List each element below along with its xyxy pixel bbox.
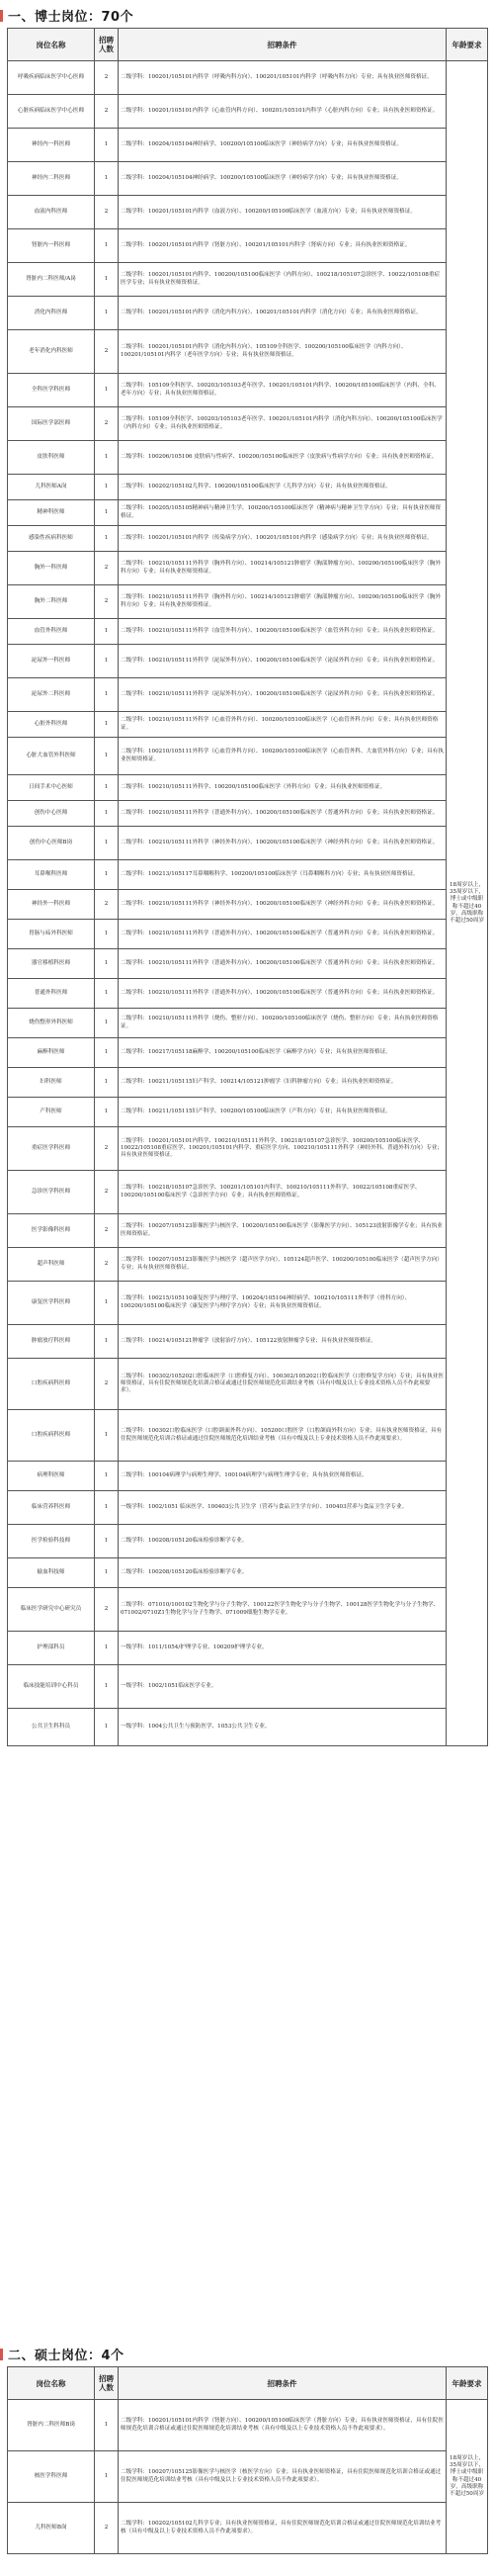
recruit-conditions: 二级学科：100201/105101内科学（肾脏方向）、100200/105100临床医学（肾脏方向）专业；具有执业医师资格证，具有住院医师规范化培训合格证或通过住院医师规范化培训结业考核（具有中级及以上专业技术资格人员不作此项要求）。: [119, 2400, 447, 2451]
position-name: 重症医学科医师: [8, 1127, 95, 1171]
position-name: 器官移植科医师: [8, 949, 95, 979]
table-row: [8, 1098, 488, 1127]
table-row: [8, 2503, 488, 2554]
table-row: [8, 1709, 488, 1746]
table-row: [8, 585, 488, 619]
recruit-count: 1: [95, 374, 119, 407]
position-name: 普通外科医师: [8, 979, 95, 1009]
recruit-conditions: 二级学科：100207/105123影像医学与核医学、100200/105100临床医学（影像医学方向）、105123放射影像学专业；具有执业医师资格证。: [119, 1214, 447, 1248]
position-name: 日间手术中心医师: [8, 775, 95, 801]
recruit-count: 1: [95, 2451, 119, 2503]
recruit-conditions: 二级学科：071010/100102生物化学与分子生物学、100122医学生物化学与分子生物学、100128医学生物化学与分子生物学、071002/0710Z1生物化学与分子生物学、071009细胞生物学专业。: [119, 1588, 447, 1632]
position-name: 护理部科员: [8, 1632, 95, 1665]
recruit-count: 2: [95, 61, 119, 95]
table-row: [8, 801, 488, 827]
recruit-conditions: 二级学科：100210/105111外科学（神经外科方向）、100200/105100临床医学（神经外科方向）专业；具有执业医师资格证。: [119, 827, 447, 860]
recruit-conditions: 一级学科：1002/1051 临床医学、100403公共卫生学（营养与食品卫生学方向）、100403营养与食品卫生学专业。: [119, 1491, 447, 1525]
position-name: 耳鼻喉科医师: [8, 860, 95, 890]
recruit-count: 1: [95, 1525, 119, 1558]
position-name: 医学检验科技师: [8, 1525, 95, 1558]
master-positions-table: [7, 2366, 488, 2554]
position-name: 创伤中心医师: [8, 801, 95, 827]
position-name: 精神科医师: [8, 500, 95, 526]
section-title-text: 二、硕士岗位：4个: [8, 2349, 124, 2363]
table-row: [8, 2400, 488, 2451]
position-name: 神经内一科医师: [8, 129, 95, 162]
recruit-conditions: 二级学科：100205/105105精神病与精神卫生学、100200/105100临床医学（精神病与精神卫生学方向）专业；具有执业医师资格证。: [119, 500, 447, 526]
recruit-conditions: 二级学科：100210/105111外科学（胸外科方向）、100214/105121肿瘤学（胸部肿瘤方向）、100200/105100临床医学（胸外科方向）专业；具有执业医师资格证。: [119, 585, 447, 619]
recruit-count: 2: [95, 196, 119, 229]
recruit-conditions: 二级学科：100217/105118麻醉学、100200/105100临床医学（麻醉学方向）专业；具有执业医师资格证。: [119, 1038, 447, 1068]
section-title-doctor: [0, 6, 494, 26]
position-name: 麻醉科医师: [8, 1038, 95, 1068]
recruit-conditions: 二级学科：100201/105101内科学（心血管内科方向）、100201/105101内科学（心脏内科方向）专业；具有执业医师资格证。: [119, 95, 447, 129]
position-name: 产科医师: [8, 1098, 95, 1127]
position-name: 妇科医师: [8, 1068, 95, 1098]
age-requirement: 18周岁以上，35周岁以下，博士或中级职称不超过40岁，高级职称不超过50周岁: [447, 2400, 488, 2554]
position-name: 核医学科医师: [8, 2451, 95, 2503]
recruit-count: 1: [95, 775, 119, 801]
recruit-conditions: 二级学科：100214/105121肿瘤学（放射治疗方向）、105122放射肿瘤学专业；具有执业医师资格证。: [119, 1325, 447, 1359]
table-header-row: [8, 2367, 488, 2400]
position-name: 心脏外科医师: [8, 712, 95, 738]
table-row: [8, 1038, 488, 1068]
recruit-count: 1: [95, 619, 119, 645]
recruit-count: 1: [95, 738, 119, 775]
recruit-conditions: 二级学科：100210/105111外科学（心血管外科方向）、100200/105100临床医学（心血管外科、大血管外科方向）专业；具有执业医师资格证。: [119, 738, 447, 775]
recruit-conditions: 二级学科：100211/105115妇产科学、100200/105100临床医学（产科方向）专业；具有执业医师资格证。: [119, 1098, 447, 1127]
header-position: 岗位名称: [8, 29, 95, 61]
header-count: 招聘人数: [95, 2367, 119, 2400]
position-name: 儿科医师B岗: [8, 2503, 95, 2554]
table-row: [8, 1282, 488, 1325]
recruit-count: 1: [95, 678, 119, 712]
table-row: [8, 1068, 488, 1098]
recruit-conditions: 二级学科：100206/105106 皮肤病与性病学、100200/105100临床医学（皮肤病与性病学方向）专业；具有执业医师资格证。: [119, 441, 447, 475]
table-row: [8, 475, 488, 500]
table-row: [8, 1632, 488, 1665]
section-title-text: 一、博士岗位：70个: [8, 10, 134, 25]
recruit-count: 1: [95, 920, 119, 949]
recruit-count: 1: [95, 500, 119, 526]
table-row: [8, 645, 488, 678]
recruit-count: 1: [95, 1068, 119, 1098]
recruit-conditions: 二级学科：100210/105111外科学（普通外科方向）、100200/105100临床医学（普通外科方向）专业；具有执业医师资格证。: [119, 949, 447, 979]
recruit-conditions: 二级学科：100210/105111外科学（血管外科方向）、100200/105100临床医学（血管外科方向）专业；具有执业医师资格证。: [119, 619, 447, 645]
position-name: 呼吸疾病临床医学中心医师: [8, 61, 95, 95]
header-position: 岗位名称: [8, 2367, 95, 2400]
recruit-count: 1: [95, 1632, 119, 1665]
recruit-conditions: 二级学科：100210/105111外科学、100200/105100临床医学（外科方向）专业；具有执业医师资格证。: [119, 775, 447, 801]
table-row: [8, 775, 488, 801]
position-name: 神经外一科医师: [8, 890, 95, 920]
position-name: 儿科医师A岗: [8, 475, 95, 500]
recruit-conditions: 二级学科：100201/105101内科学（肾脏方向）、100201/105101内科学（肾病方向）专业；具有执业医师资格证。: [119, 229, 447, 263]
position-name: 创伤中心医师B岗: [8, 827, 95, 860]
table-row: [8, 920, 488, 949]
position-name: 胸外二科医师: [8, 585, 95, 619]
recruit-conditions: 二级学科：100302/105202口腔临床医学（口腔修复方向）、100302/105202口腔临床医学（口腔修复学方向）专业；具有执业医师资格证，具有住院医师规范化培训合格证或通过住院医师规范化培训结业考核（具有中级及以上专业技术资格人员不作此项要求）。: [119, 1359, 447, 1410]
recruit-count: 1: [95, 1709, 119, 1746]
position-name: 皮肤科医师: [8, 441, 95, 475]
recruit-conditions: 二级学科：100211/105115妇产科学、100214/105121肿瘤学（妇科肿瘤方向）专业；具有执业医师资格证。: [119, 1068, 447, 1098]
section-marker: [0, 10, 3, 22]
recruit-count: 2: [95, 330, 119, 374]
table-row: [8, 526, 488, 552]
table-row: [8, 297, 488, 330]
recruit-count: 1: [95, 860, 119, 890]
recruit-conditions: 二级学科：100215/105110康复医学与理疗学、100204/105104神经病学、100210/105111外科学（骨科方向）、100200/105100临床医学（康复医学与理疗学方向）专业；具有执业医师资格证。: [119, 1282, 447, 1325]
recruit-conditions: 一级学科：1002/1051临床医学专业。: [119, 1665, 447, 1709]
recruit-count: 1: [95, 526, 119, 552]
recruit-count: 2: [95, 1588, 119, 1632]
recruit-conditions: 二级学科：100210/105111外科学（普通外科方向）、100200/105100临床医学（普通外科方向）专业；具有执业医师资格证。: [119, 801, 447, 827]
recruit-count: 1: [95, 801, 119, 827]
table-row: [8, 441, 488, 475]
table-row: [8, 552, 488, 585]
position-name: 肾脏内二科医师/A岗: [8, 263, 95, 297]
table-header-row: [8, 29, 488, 61]
table-row: [8, 979, 488, 1009]
table-row: [8, 1009, 488, 1038]
recruit-conditions: 二级学科：100208/105120临床检验诊断学专业。: [119, 1558, 447, 1588]
table-row: [8, 1525, 488, 1558]
position-name: 全科医学科医师: [8, 374, 95, 407]
recruit-count: 1: [95, 1665, 119, 1709]
recruit-conditions: 二级学科：100208/105120临床检验诊断学专业。: [119, 1525, 447, 1558]
position-name: 烧伤整形外科医师: [8, 1009, 95, 1038]
table-row: [8, 1665, 488, 1709]
section-title-master: [0, 2345, 494, 2364]
table-row: [8, 229, 488, 263]
table-row: [8, 196, 488, 229]
position-name: 临床技能培训中心科员: [8, 1665, 95, 1709]
doctor-positions-table: [7, 28, 488, 1746]
table-row: [8, 678, 488, 712]
position-name: 病理科医师: [8, 1462, 95, 1491]
position-name: 血管外科医师: [8, 619, 95, 645]
header-age: 年龄要求: [447, 29, 488, 61]
recruit-count: 1: [95, 1098, 119, 1127]
recruit-conditions: 二级学科：100210/105111外科学（泌尿外科方向）、100200/105100临床医学（泌尿外科方向）专业；具有执业医师资格证。: [119, 678, 447, 712]
table-row: [8, 330, 488, 374]
recruit-count: 1: [95, 1038, 119, 1068]
table-row: [8, 1491, 488, 1525]
recruit-conditions: 二级学科：100210/105111外科学（心血管外科方向）、100200/105100临床医学（心血管外科方向）专业；具有执业医师资格证。: [119, 712, 447, 738]
table-row: [8, 860, 488, 890]
recruit-count: 2: [95, 890, 119, 920]
recruit-count: 1: [95, 297, 119, 330]
recruit-conditions: 二级学科：100202/105102儿科学、100200/105100临床医学（儿科学方向）专业；具有执业医师资格证。: [119, 475, 447, 500]
recruit-count: 1: [95, 827, 119, 860]
recruit-count: 2: [95, 95, 119, 129]
recruit-conditions: 二级学科：100201/105101内科学、100210/105111外科学、100218/105107急诊医学、100200/105100临床医学、10022/105108重症医学、100201/105101内科学、重症医学方向、100210/105111外科学（神经外科、普通外科方向）专业；具有执业医师资格证。: [119, 1127, 447, 1171]
recruit-conditions: 二级学科：100210/105111外科学（胸外科方向）、100214/105121肿瘤学（胸部肿瘤方向）、100200/105100临床医学（胸外科方向）专业；具有执业医师资格证。: [119, 552, 447, 585]
position-name: 输血科技师: [8, 1558, 95, 1588]
position-name: 超声科医师: [8, 1248, 95, 1282]
section-marker: [0, 2349, 3, 2360]
header-conditions: 招聘条件: [119, 2367, 447, 2400]
recruit-conditions: 二级学科：100213/105117耳鼻咽喉科学、100200/105100临床医学（耳鼻咽喉科方向）专业；具有执业医师资格证。: [119, 860, 447, 890]
table-row: [8, 1127, 488, 1171]
table-row: [8, 1588, 488, 1632]
table-row: [8, 263, 488, 297]
recruit-count: 1: [95, 1558, 119, 1588]
recruit-conditions: 二级学科：100210/105111外科学（普通外科方向）、100200/105100临床医学（普通外科方向）专业；具有执业医师资格证。: [119, 979, 447, 1009]
position-name: 康复医学科医师: [8, 1282, 95, 1325]
table-row: [8, 500, 488, 526]
position-name: 肾脏内二科医师B岗: [8, 2400, 95, 2451]
recruit-count: 2: [95, 2503, 119, 2554]
recruit-conditions: 二级学科：100210/105111外科学（神经外科方向）、100200/105100临床医学（神经外科方向）专业；具有执业医师资格证。: [119, 890, 447, 920]
position-name: 感染性疾病科医师: [8, 526, 95, 552]
table-row: [8, 1359, 488, 1410]
recruit-conditions: 二级学科：100201/105101内科学（呼吸内科方向）、100201/105101内科学（呼吸内科方向）专业；具有执业医师资格证。: [119, 61, 447, 95]
recruit-count: 1: [95, 712, 119, 738]
recruit-count: 1: [95, 129, 119, 162]
position-name: 心脏大血管外科医师: [8, 738, 95, 775]
recruit-conditions: 二级学科：100210/105111外科学（泌尿外科方向）、100200/105100临床医学（泌尿外科方向）专业；具有执业医师资格证。: [119, 645, 447, 678]
recruit-count: 1: [95, 1009, 119, 1038]
recruit-conditions: 二级学科：100202/105102儿科学专业；具有执业医师资格证，具有住院医师规范化培训合格证或通过住院医师规范化培训结业考核（具有中级及以上专业技术资格人员不作此项要求）。: [119, 2503, 447, 2554]
recruit-conditions: 二级学科：100201/105101内科学、100200/105100临床医学（内科方向）、100218/105107急诊医学、10022/105108重症医学专业；具有执业医师资格证。: [119, 263, 447, 297]
position-name: 公共卫生科科员: [8, 1709, 95, 1746]
table-row: [8, 1325, 488, 1359]
position-name: 消化内科医师: [8, 297, 95, 330]
table-row: [8, 827, 488, 860]
age-requirement: 18周岁以上，35周岁以下，博士或中级职称不超过40岁，高级职称不超过50周岁: [447, 61, 488, 1746]
table-row: [8, 949, 488, 979]
position-name: 急诊医学科医师: [8, 1171, 95, 1214]
table-row: [8, 1558, 488, 1588]
table-row: [8, 1410, 488, 1462]
recruit-count: 1: [95, 2400, 119, 2451]
table-row: [8, 619, 488, 645]
recruit-conditions: 二级学科：100204/105104神经病学、100200/105100临床医学（神经病学方向）专业；具有执业医师资格证。: [119, 162, 447, 196]
recruit-count: 2: [95, 1248, 119, 1282]
table-row: [8, 374, 488, 407]
header-conditions: 招聘条件: [119, 29, 447, 61]
recruit-conditions: 二级学科：105109全科医学、100203/105103老年医学、100201/105101内科学（消化内科方向）、100200/105100临床医学（内科方向）专业；具有执业医师资格证。: [119, 407, 447, 441]
recruit-conditions: 二级学科：100207/105123影像医学与核医学（超声医学方向）、105124超声医学、100200/105100临床医学（超声医学方向）专业；具有执业医师资格证。: [119, 1248, 447, 1282]
recruit-conditions: 二级学科：100302口腔临床医学（口腔颌面外科方向）、105200口腔医学（口腔颌面外科方向）专业；具有执业医师资格证，具有住院医师规范化培训合格证或通过住院医师规范化培训结业考核（具有中级及以上专业技术资格人员不作此项要求）。: [119, 1410, 447, 1462]
recruit-count: 2: [95, 1214, 119, 1248]
position-name: 口腔疾病科医师: [8, 1359, 95, 1410]
table-row: [8, 890, 488, 920]
recruit-count: 2: [95, 407, 119, 441]
recruit-count: 2: [95, 1359, 119, 1410]
recruit-count: 1: [95, 1491, 119, 1525]
table-row: [8, 61, 488, 95]
recruit-conditions: 二级学科：100218/105107急诊医学、100201/105101内科学、100210/105111外科学、10022/105108重症医学、100200/105100临床医学（急诊医学方向）专业；具有执业医师资格证。: [119, 1171, 447, 1214]
position-name: 医学影像科医师: [8, 1214, 95, 1248]
position-name: 老年消化内科医师: [8, 330, 95, 374]
recruit-conditions: 一级学科：1004公共卫生与预防医学、1053公共卫生专业。: [119, 1709, 447, 1746]
recruit-conditions: 二级学科：100210/105111外科学（烧伤、整形方向）、100200/105100临床医学（烧伤、整形方向）专业；具有执业医师资格证。: [119, 1009, 447, 1038]
recruit-conditions: 二级学科：100210/105111外科学（普通外科方向）、100200/105100临床医学（普通外科方向）专业；具有执业医师资格证。: [119, 920, 447, 949]
recruit-count: 1: [95, 1410, 119, 1462]
recruit-count: 2: [95, 585, 119, 619]
recruit-conditions: 二级学科：105109全科医学、100203/105103老年医学、100201/105101内科学、100200/105100临床医学（内科、全科、老年方向）专业；具有执业医师资格证。: [119, 374, 447, 407]
table-row: [8, 738, 488, 775]
position-name: 神经内二科医师: [8, 162, 95, 196]
position-name: 肿瘤放疗科医师: [8, 1325, 95, 1359]
recruit-count: 1: [95, 645, 119, 678]
recruit-conditions: 二级学科：100201/105101内科学（血液方向）、100200/105100临床医学（血液方向）专业；具有执业医师资格证。: [119, 196, 447, 229]
position-name: 国际医学部医师: [8, 407, 95, 441]
position-name: 泌尿外二科医师: [8, 678, 95, 712]
header-age: 年龄要求: [447, 2367, 488, 2400]
position-name: 口腔疾病科医师: [8, 1410, 95, 1462]
position-name: 心脏疾病临床医学中心医师: [8, 95, 95, 129]
recruit-count: 2: [95, 1127, 119, 1171]
table-row: [8, 712, 488, 738]
position-name: 血液内科医师: [8, 196, 95, 229]
recruit-conditions: 二级学科：100201/105101内科学（消化内科方向）、105109全科医学、100200/105100临床医学（内科方向）、100201/105101内科学（老年医学方向）专业；具有执业医师资格证。: [119, 330, 447, 374]
recruit-conditions: 二级学科：100207/105125影像医学与核医学（核医学方向）专业；具有执业医师资格证，具有住院医师规范化培训合格证或通过住院医师规范化培训结业考核（具有中级及以上专业技术资格人员不作此项要求）。: [119, 2451, 447, 2503]
position-name: 泌尿外一科医师: [8, 645, 95, 678]
header-count: 招聘人数: [95, 29, 119, 61]
table-row: [8, 1214, 488, 1248]
recruit-count: 1: [95, 949, 119, 979]
table-row: [8, 407, 488, 441]
recruit-count: 1: [95, 162, 119, 196]
recruit-count: 1: [95, 229, 119, 263]
table-row: [8, 129, 488, 162]
recruit-conditions: 二级学科：100201/105101内科学（消化内科方向）、100201/105101内科学（消化方向）专业；具有执业医师资格证。: [119, 297, 447, 330]
recruit-conditions: 一级学科：1011/1054/护理学专业、100209护理学专业。: [119, 1632, 447, 1665]
position-name: 肾脏内一科医师: [8, 229, 95, 263]
recruit-conditions: 二级学科：100204/105104神经病学、100200/105100临床医学（神经病学方向）专业；具有执业医师资格证。: [119, 129, 447, 162]
recruit-conditions: 二级学科：100201/105101内科学（传染病学方向）、100201/105101内科学（感染病学方向）专业；具有执业医师资格证。: [119, 526, 447, 552]
recruit-count: 2: [95, 552, 119, 585]
recruit-count: 1: [95, 263, 119, 297]
recruit-count: 1: [95, 1325, 119, 1359]
position-name: 胸外一科医师: [8, 552, 95, 585]
position-name: 临床医学研究中心研究员: [8, 1588, 95, 1632]
recruit-count: 1: [95, 441, 119, 475]
recruit-count: 1: [95, 475, 119, 500]
table-row: [8, 1171, 488, 1214]
recruit-conditions: 二级学科：100104病理学与病理生理学、100104病理学与病理生理学专业；具有执业医师资格证。: [119, 1462, 447, 1491]
position-name: 临床营养科医师: [8, 1491, 95, 1525]
table-row: [8, 95, 488, 129]
table-row: [8, 162, 488, 196]
recruit-count: 2: [95, 1171, 119, 1214]
recruit-count: 1: [95, 1282, 119, 1325]
table-row: [8, 1462, 488, 1491]
recruit-count: 1: [95, 979, 119, 1009]
position-name: 胃肠与疝外科医师: [8, 920, 95, 949]
recruit-count: 1: [95, 1462, 119, 1491]
table-row: [8, 1248, 488, 1282]
table-row: [8, 2451, 488, 2503]
